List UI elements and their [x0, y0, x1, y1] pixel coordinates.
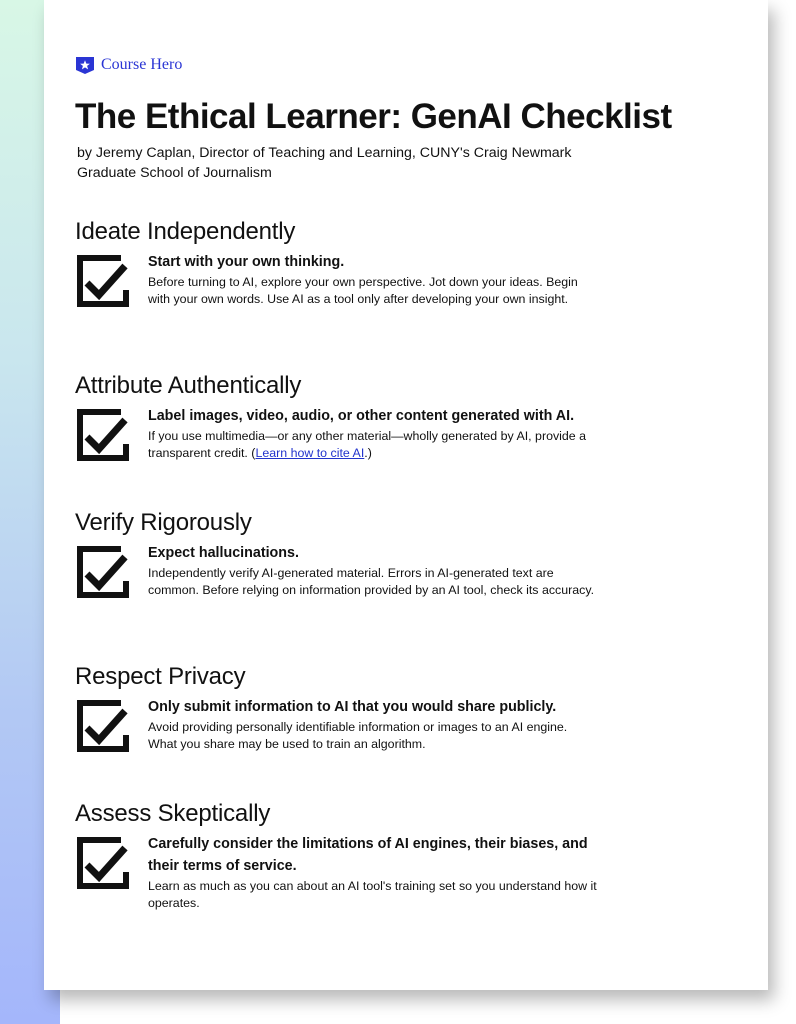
checkbox-checked-icon [75, 253, 131, 309]
course-hero-logo[interactable] [75, 54, 182, 76]
section-attribute-authentically [75, 371, 755, 462]
section-description: Independently verify AI-generated material. Errors in AI-generated text are common. Before relying on information provided by an AI tool, check its accuracy. [148, 566, 595, 597]
section-description [148, 428, 598, 462]
section-respect-privacy [75, 662, 755, 753]
byline [77, 143, 677, 183]
page-title: The Ethical Learner: GenAI Checklist [75, 97, 672, 136]
section-verify-rigorously [75, 508, 755, 599]
byline-line-2: Graduate School of Journalism [77, 165, 272, 181]
section-description: Avoid providing personally identifiable information or images to an AI engine. What you share may be used to train an algorithm. [148, 720, 568, 751]
checkbox-checked-icon [75, 835, 131, 891]
section-heading: Attribute Authentically [75, 372, 302, 399]
course-hero-shield-icon [75, 55, 95, 75]
description-text-end: .) [364, 446, 372, 460]
checkbox-checked-icon [75, 544, 131, 600]
byline-line-1: by Jeremy Caplan, Director of Teaching and Learning, CUNY's Craig Newmark [77, 145, 572, 161]
section-heading: Assess Skeptically [75, 800, 271, 827]
document-page [44, 0, 768, 990]
section-lead: Start with your own thinking. [148, 254, 345, 270]
section-heading: Ideate Independently [75, 218, 296, 245]
section-heading: Verify Rigorously [75, 509, 252, 536]
section-lead: Label images, video, audio, or other content generated with AI. [148, 408, 575, 424]
section-description: Learn as much as you can about an AI tool's training set so you understand how it operates. [148, 879, 597, 910]
section-ideate-independently [75, 217, 755, 308]
brand-name: Course Hero [101, 56, 183, 73]
checkbox-checked-icon [75, 407, 131, 463]
section-lead: Expect hallucinations. [148, 545, 299, 561]
checkbox-checked-icon [75, 698, 131, 754]
description-text: If you use multimedia—or any other material—wholly generated by AI, provide a transparent credit. ( [148, 429, 587, 460]
section-heading: Respect Privacy [75, 663, 246, 690]
section-description: Before turning to AI, explore your own perspective. Jot down your ideas. Begin with your own words. Use AI as a tool only after developing your own insight. [148, 275, 578, 306]
section-assess-skeptically [75, 799, 755, 912]
section-lead: Carefully consider the limitations of AI engines, their biases, and their terms of service. [148, 836, 588, 874]
section-lead: Only submit information to AI that you would share publicly. [148, 699, 557, 715]
cite-ai-link[interactable]: Learn how to cite AI [255, 446, 365, 460]
